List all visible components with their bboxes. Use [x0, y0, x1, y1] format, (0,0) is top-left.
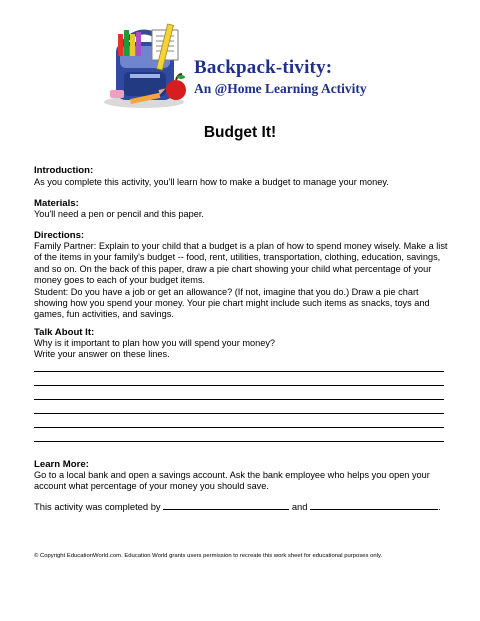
answer-line[interactable] — [34, 427, 444, 428]
directions-family-partner: Family Partner: Explain to your child that a budget is a plan of how to spend money wisely. Make a list of the items in your family's budget -- food, rent, utilities, transportation, clothing, education, savings, and so on. On the back of this paper, draw a pie chart showing your child what percentage of your money goes to each of your budget items. — [34, 241, 448, 286]
directions-heading: Directions: — [34, 230, 85, 241]
talk-about-it-body — [34, 338, 452, 361]
answer-line[interactable] — [34, 385, 444, 386]
completion-prefix: This activity was completed by — [34, 501, 161, 512]
page-title: Budget It! — [203, 124, 277, 141]
materials-text: You'll need a pen or pencil and this paper. — [34, 209, 204, 219]
directions-student: Student: Do you have a job or get an allowance? (If not, imagine that you do.) Draw a pie chart showing how you spend your money. Your pie chart might include such items as snacks, toys and games, fun activities, and savings. — [34, 286, 430, 320]
learn-more-text: Go to a local bank and open a savings account. Ask the bank employee who helps you open your account what percentage of your money you should save. — [34, 470, 430, 492]
completion-joiner: and — [291, 501, 308, 512]
introduction-heading: Introduction: — [34, 165, 94, 176]
talk-about-it-question: Why is it important to plan how you will spend your money? — [34, 338, 276, 348]
talk-about-it-instruction: Write your answer on these lines. — [34, 349, 170, 360]
brand-subtitle: An @Home Learning Activity — [194, 81, 367, 96]
name-blank-2[interactable] — [310, 500, 438, 510]
answer-line[interactable] — [34, 399, 444, 400]
materials-heading: Materials: — [34, 198, 79, 209]
talk-about-it-heading: Talk About It: — [34, 327, 95, 338]
answer-line[interactable] — [34, 441, 444, 442]
copyright-notice: © Copyright EducationWorld.com. Education World grants users permission to recreate this work sheet for educational purposes only. — [34, 553, 383, 559]
backpack-logo-icon — [96, 16, 192, 112]
completion-suffix: . — [438, 501, 441, 512]
directions-body — [34, 241, 452, 321]
name-blank-1[interactable] — [163, 500, 289, 510]
completion-row — [34, 500, 454, 512]
answer-line[interactable] — [34, 413, 444, 414]
learn-more-heading: Learn More: — [34, 459, 89, 470]
brand-title: Backpack-tivity: — [194, 57, 333, 78]
answer-line[interactable] — [34, 371, 444, 372]
introduction-text: As you complete this activity, you'll learn how to make a budget to manage your money. — [34, 177, 389, 187]
